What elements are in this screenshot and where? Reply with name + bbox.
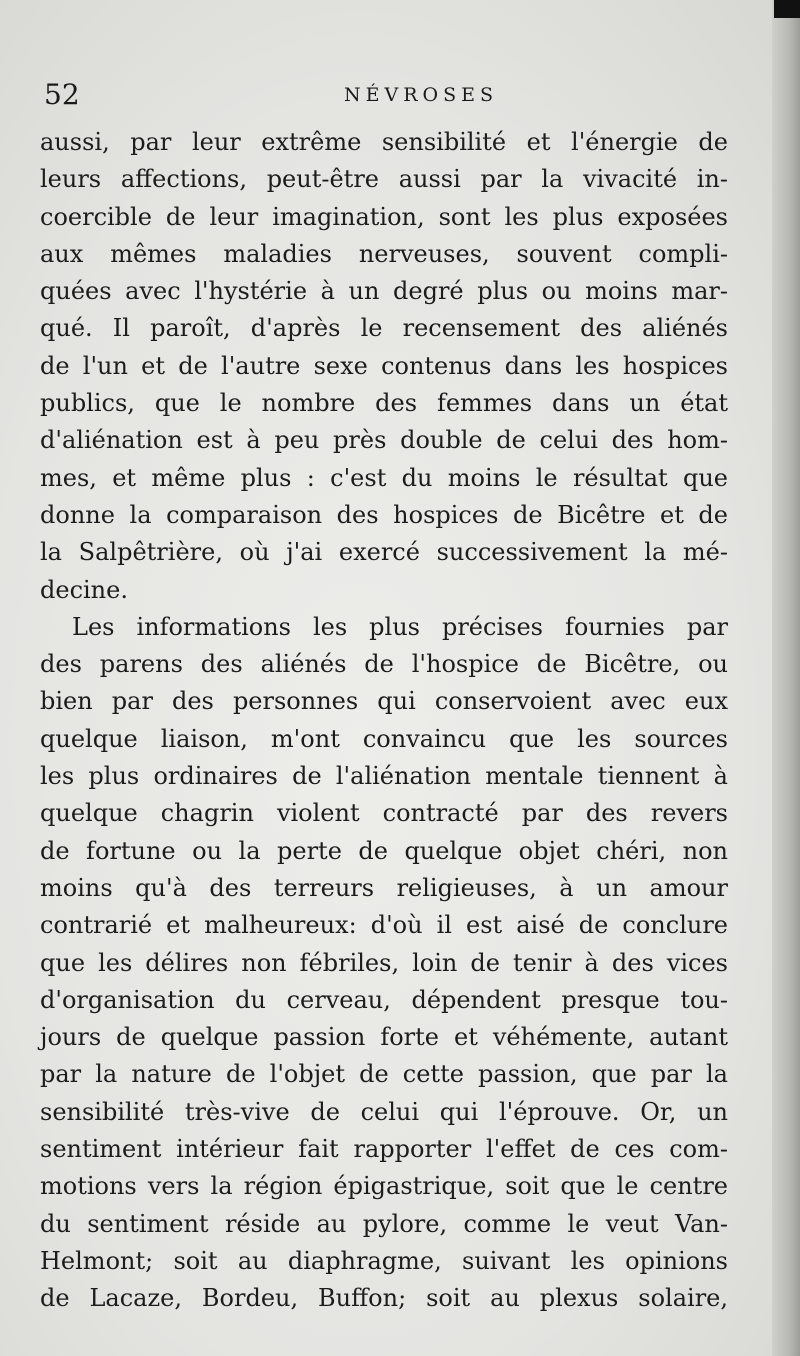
text-line: mes, et même plus : c'est du moins le résultat que (40, 463, 728, 492)
text-line: qué. Il paroît, d'après le recensement des aliénés (40, 314, 728, 343)
text-line: quelque chagrin violent contracté par des revers (40, 799, 728, 828)
paragraph-2 (40, 609, 728, 1318)
text-line: donne la comparaison des hospices de Bicêtre et de (40, 500, 728, 529)
text-line: publics, que le nombre des femmes dans un état (40, 389, 728, 418)
text-line: du sentiment réside au pylore, comme le veut Van- (40, 1209, 728, 1238)
body-text (40, 124, 728, 1318)
text-line: aussi, par leur extrême sensibilité et l'énergie de (40, 128, 728, 156)
text-line: quelque liaison, m'ont convaincu que les sources (40, 724, 728, 753)
text-line: les plus ordinaires de l'aliénation mentale tiennent à (40, 762, 728, 791)
text-line: sentiment intérieur fait rapporter l'effet de ces com- (40, 1135, 728, 1164)
text-line: jours de quelque passion forte et véhémente, autant (40, 1023, 728, 1052)
page-number: 52 (44, 78, 80, 111)
text-line: sensibilité très-vive de celui qui l'éprouve. Or, un (40, 1097, 728, 1126)
text-line: leurs affections, peut-être aussi par la vivacité in- (40, 165, 728, 194)
text-line: de l'un et de l'autre sexe contenus dans les hospices (40, 351, 728, 380)
running-head: NÉVROSES (344, 84, 498, 106)
text-line: la Salpêtrière, où j'ai exercé successivement la mé- (40, 538, 728, 567)
text-line: bien par des personnes qui conservoient avec eux (40, 687, 728, 716)
text-line: coercible de leur imagination, sont les plus exposées (40, 202, 728, 231)
text-line: d'aliénation est à peu près double de celui des hom- (40, 426, 728, 455)
text-line: que les délires non fébriles, loin de tenir à des vices (40, 948, 728, 977)
page-header (44, 78, 734, 118)
text-line: Helmont; soit au diaphragme, suivant les opinions (40, 1246, 728, 1275)
text-line: motions vers la région épigastrique, soit que le centre (40, 1172, 728, 1201)
text-line: de Lacaze, Bordeu, Buffon; soit au plexus solaire, (40, 1284, 728, 1313)
text-line: moins qu'à des terreurs religieuses, à un amour (40, 873, 728, 902)
text-line: Les informations les plus précises fournies par (72, 612, 728, 641)
page-corner (774, 0, 800, 18)
text-line: des parens des aliénés de l'hospice de Bicêtre, ou (40, 650, 728, 679)
text-line: contrarié et malheureux: d'où il est aisé de conclure (40, 911, 728, 940)
text-line: quées avec l'hystérie à un degré plus ou moins mar- (40, 277, 728, 306)
page-edge (772, 0, 800, 1356)
paragraph-1 (40, 124, 728, 609)
text-line: decine. (40, 575, 128, 604)
text-line: aux mêmes maladies nerveuses, souvent compli- (40, 239, 728, 268)
text-line: d'organisation du cerveau, dépendent presque tou- (40, 985, 728, 1014)
text-line: par la nature de l'objet de cette passion, que par la (40, 1060, 728, 1089)
text-line: de fortune ou la perte de quelque objet chéri, non (40, 836, 728, 865)
